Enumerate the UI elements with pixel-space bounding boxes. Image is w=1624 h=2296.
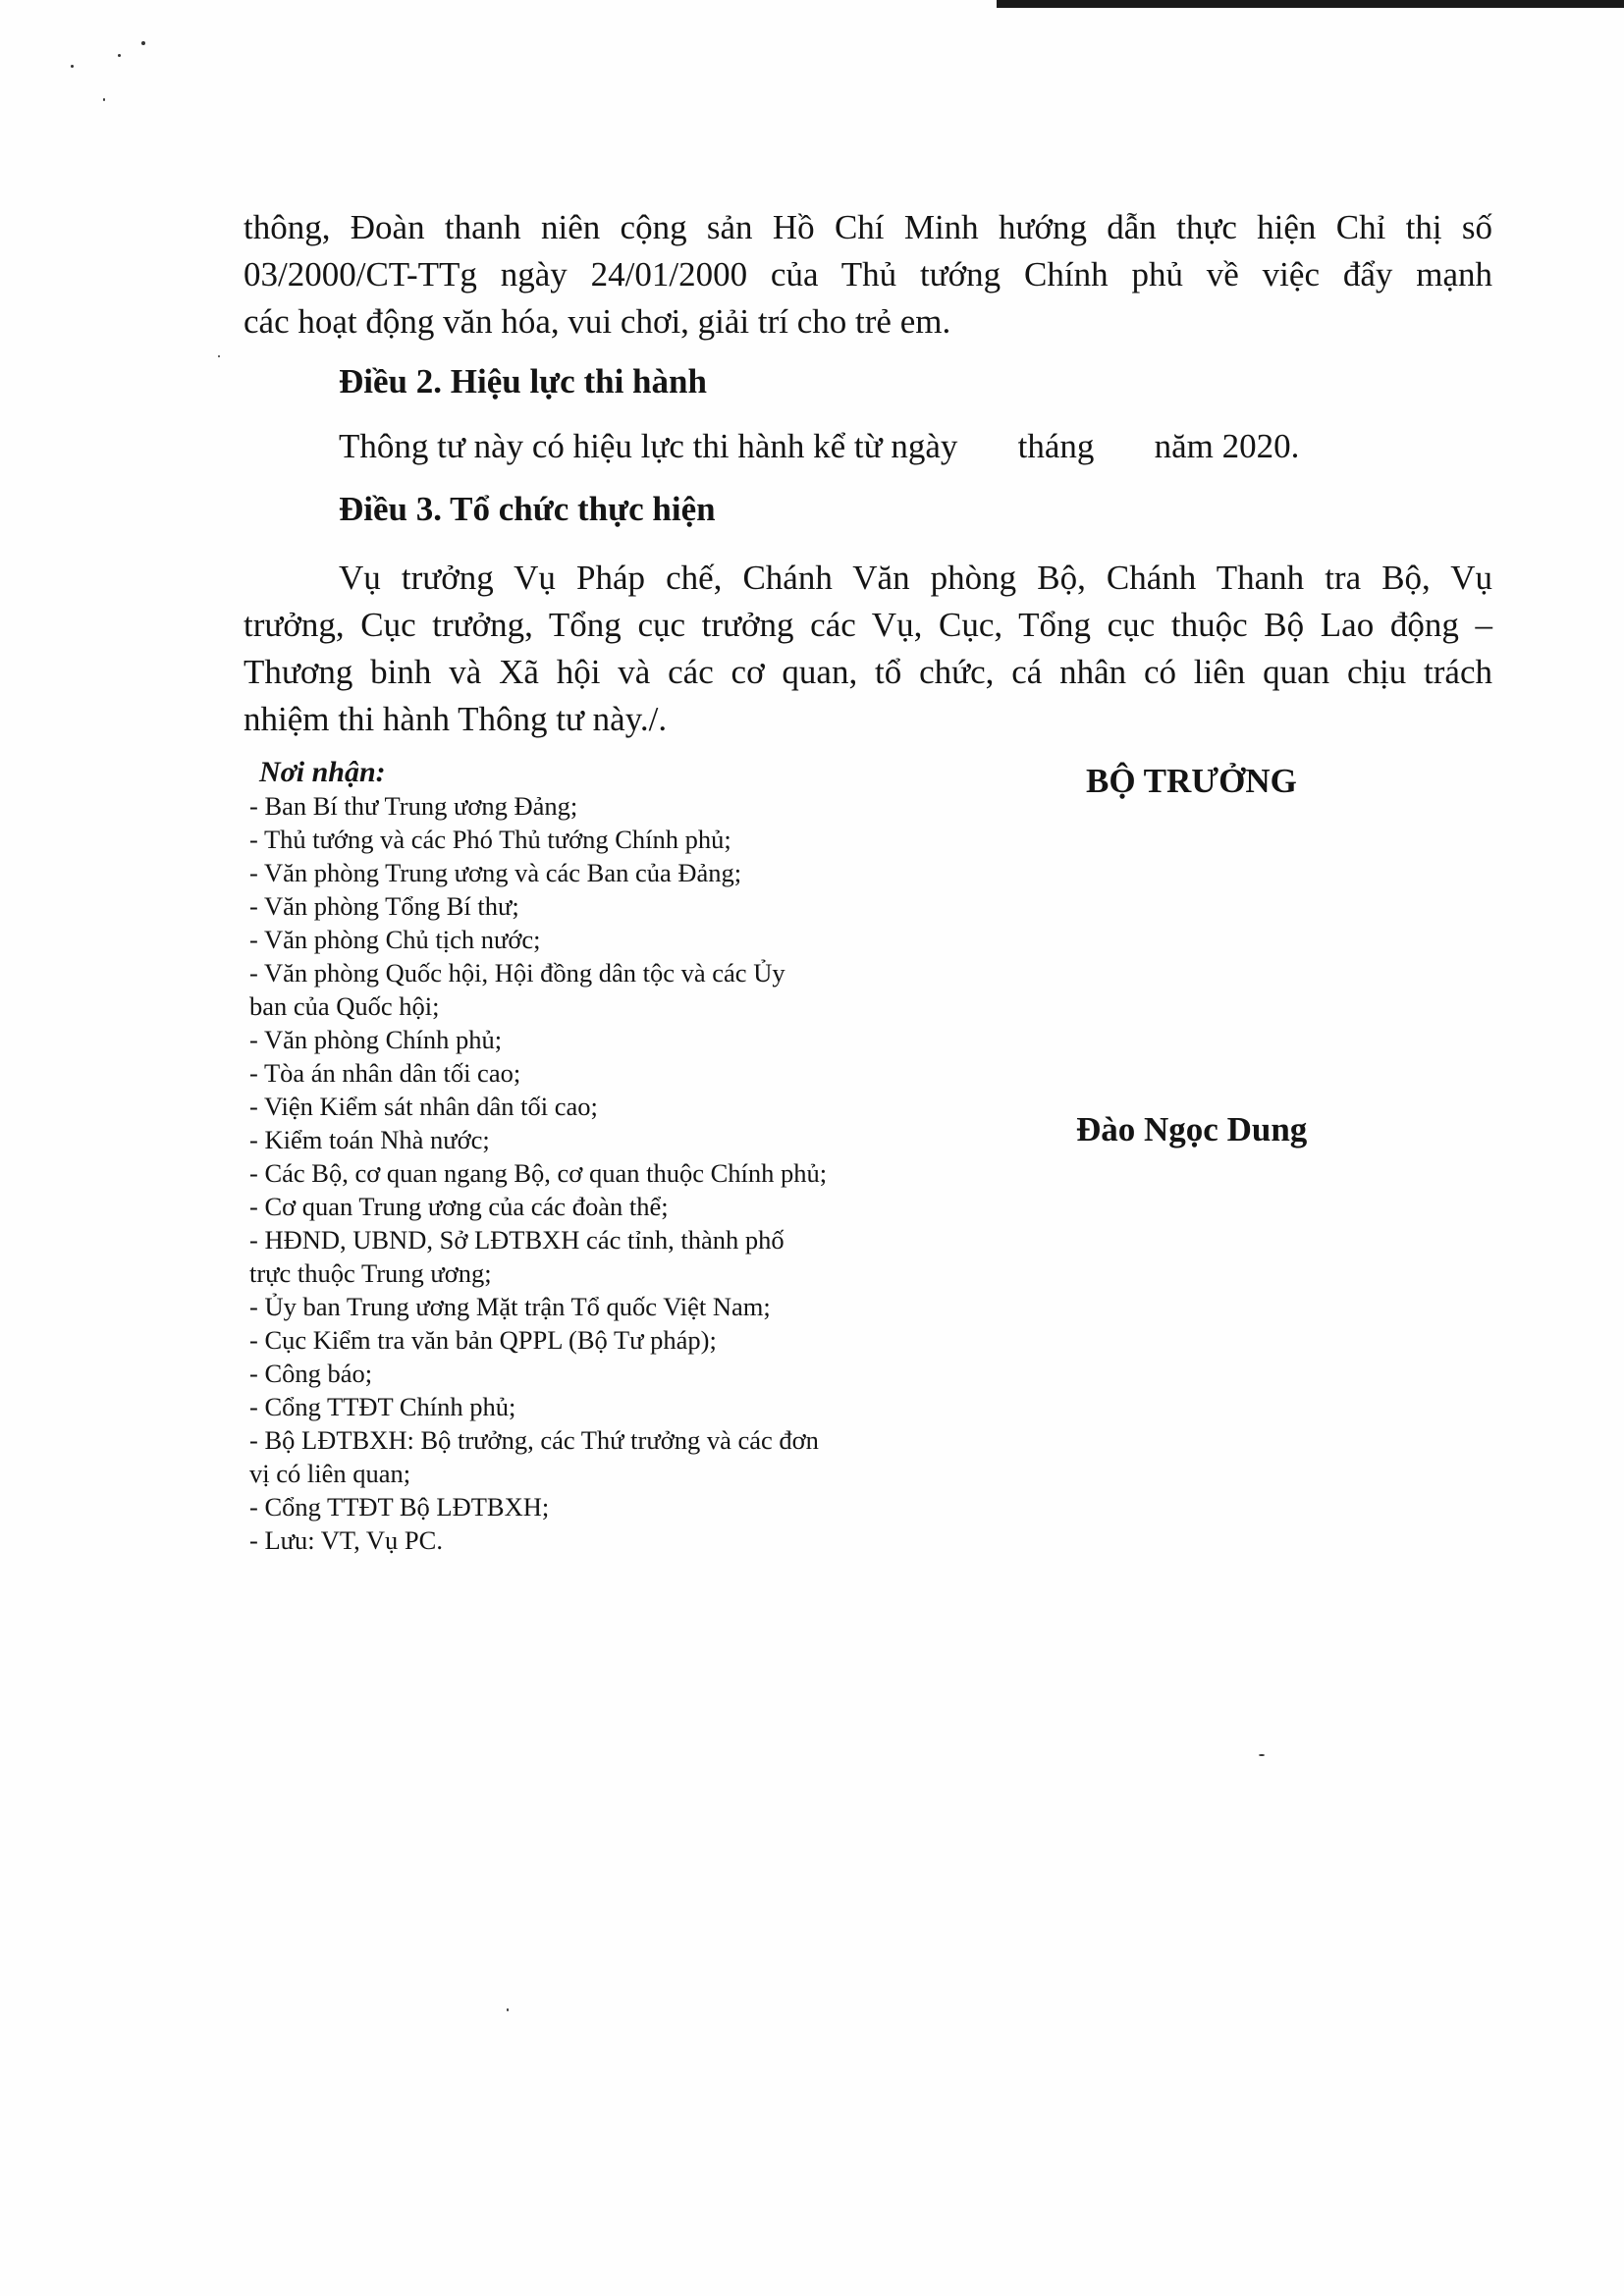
recipient-item: - Ủy ban Trung ương Mặt trận Tổ quốc Việt Nam; xyxy=(249,1292,771,1321)
recipient-item: - Bộ LĐTBXH: Bộ trưởng, các Thứ trưởng và các đơn xyxy=(249,1425,819,1455)
scan-edge-mark xyxy=(997,0,1624,8)
paragraph-line: nhiệm thi hành Thông tư này./. xyxy=(244,700,668,738)
paragraph-line: trưởng, Cục trưởng, Tổng cục trưởng các Vụ, Cục, Tổng cục thuộc Bộ Lao động – xyxy=(244,606,1492,644)
continued-paragraph xyxy=(244,204,1492,346)
recipient-item: - Cổng TTĐT Bộ LĐTBXH; xyxy=(249,1492,550,1522)
scan-speck xyxy=(118,54,121,57)
recipient-item: - Văn phòng Chủ tịch nước; xyxy=(249,925,541,954)
recipient-item: - Tòa án nhân dân tối cao; xyxy=(249,1058,521,1088)
scan-speck xyxy=(103,98,105,101)
recipient-item: ban của Quốc hội; xyxy=(249,991,440,1021)
recipient-item: - Cổng TTĐT Chính phủ; xyxy=(249,1392,516,1421)
article-2-text: Thông tư này có hiệu lực thi hành kể từ ngày tháng năm 2020. xyxy=(339,427,1300,465)
recipient-item: - Văn phòng Chính phủ; xyxy=(249,1025,503,1054)
recipient-item: - Ban Bí thư Trung ương Đảng; xyxy=(249,791,578,821)
paragraph-line: các hoạt động văn hóa, vui chơi, giải trí cho trẻ em. xyxy=(244,302,951,341)
article-2-heading: Điều 2. Hiệu lực thi hành xyxy=(339,362,707,400)
recipient-item: - Cục Kiểm tra văn bản QPPL (Bộ Tư pháp); xyxy=(249,1325,717,1355)
recipients-block xyxy=(249,756,937,1557)
recipient-item: - Cơ quan Trung ương của các đoàn thể; xyxy=(249,1192,669,1221)
article-3-heading: Điều 3. Tổ chức thực hiện xyxy=(339,490,716,528)
paragraph-line: Thương binh và Xã hội và các cơ quan, tổ chức, cá nhân có liên quan chịu trách xyxy=(244,653,1492,691)
scan-speck xyxy=(1259,1754,1265,1756)
article-3-paragraph xyxy=(244,555,1492,743)
recipients-title: Nơi nhận: xyxy=(259,756,386,788)
scan-speck xyxy=(507,2008,509,2011)
paragraph-line: Vụ trưởng Vụ Pháp chế, Chánh Văn phòng Bộ, Chánh Thanh tra Bộ, Vụ xyxy=(339,559,1492,597)
recipient-item: - Văn phòng Tổng Bí thư; xyxy=(249,891,519,921)
recipient-item: trực thuộc Trung ương; xyxy=(249,1258,492,1288)
recipient-item: - Kiểm toán Nhà nước; xyxy=(249,1125,490,1154)
signature-title: BỘ TRƯỞNG xyxy=(1086,762,1297,800)
recipient-item: - Văn phòng Trung ương và các Ban của Đảng; xyxy=(249,858,742,887)
recipient-item: - Các Bộ, cơ quan ngang Bộ, cơ quan thuộc Chính phủ; xyxy=(249,1158,828,1188)
scan-speck xyxy=(71,65,74,68)
recipient-item: - Thủ tướng và các Phó Thủ tướng Chính phủ; xyxy=(249,825,731,854)
scan-speck xyxy=(218,355,220,357)
recipient-item: - Công báo; xyxy=(249,1359,373,1388)
recipient-item: - Lưu: VT, Vụ PC. xyxy=(249,1525,443,1555)
recipient-item: - Văn phòng Quốc hội, Hội đồng dân tộc và các Ủy xyxy=(249,958,785,988)
scan-speck xyxy=(141,41,145,45)
signer-name: Đào Ngọc Dung xyxy=(1076,1110,1308,1148)
recipient-item: - HĐND, UBND, Sở LĐTBXH các tỉnh, thành phố xyxy=(249,1225,785,1255)
recipient-item: - Viện Kiểm sát nhân dân tối cao; xyxy=(249,1092,598,1121)
recipients-list xyxy=(249,789,937,1557)
paragraph-line: thông, Đoàn thanh niên cộng sản Hồ Chí Minh hướng dẫn thực hiện Chỉ thị số xyxy=(244,208,1492,246)
paragraph-line: 03/2000/CT-TTg ngày 24/01/2000 của Thủ tướng Chính phủ về việc đẩy mạnh xyxy=(244,255,1492,294)
recipient-item: vị có liên quan; xyxy=(249,1459,411,1488)
